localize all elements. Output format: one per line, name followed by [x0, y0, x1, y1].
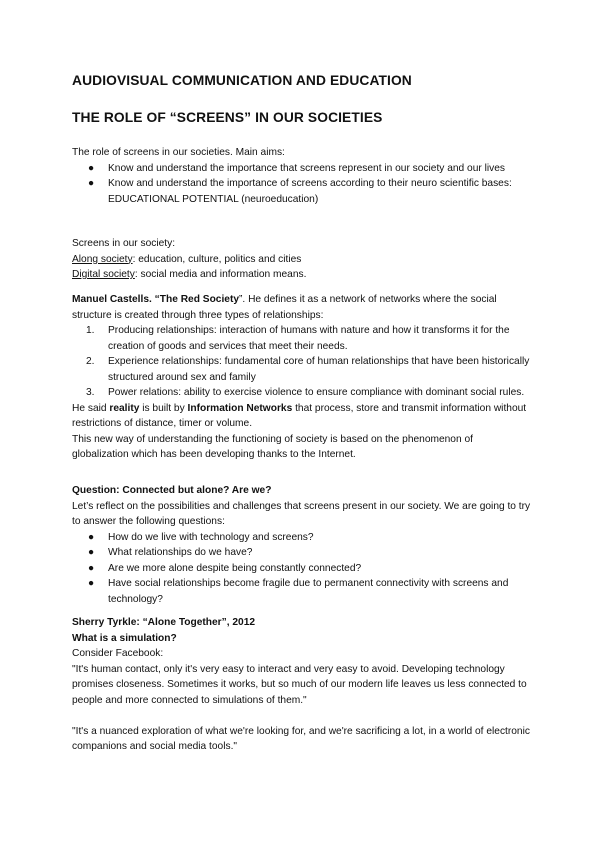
simulation-heading: What is a simulation?: [72, 632, 177, 644]
bullet-icon: ●: [88, 178, 95, 189]
bullet-icon: ●: [88, 162, 95, 174]
list-item: ● Have social relationships become fragile due to permanent connectivity with screens and technology?: [88, 578, 509, 605]
questions-list: [72, 530, 532, 608]
castells-intro: Manuel Castells. “The Red Society”. He defines it as a network of networks where the social structure is created through three types of relationships:: [72, 294, 497, 321]
relationships-list: [72, 323, 532, 401]
reality-statement: He said reality is built by Information Networks that process, store and transmit information without restrictions of distance, timer or volume.: [72, 402, 527, 429]
list-item: ● Know and understand the importance that screens represent in our society and our lives: [72, 161, 532, 177]
document-title: AUDIOVISUAL COMMUNICATION AND EDUCATION: [72, 73, 412, 88]
quote-2: "It's a nuanced exploration of what we're looking for, and we're sacrificing a lot, in a world of electronic companions and social media tools.": [72, 725, 530, 752]
along-society-line: Along society: education, culture, politics and cities: [72, 253, 302, 265]
castells-name: Manuel Castells. “The Red Society: [72, 294, 240, 305]
list-item: ● What relationships do we have?: [72, 545, 532, 561]
digital-society-line: Digital society: social media and information means.: [72, 269, 307, 280]
spacer: [72, 708, 532, 724]
turkle-heading: Sherry Tyrkle: “Alone Together”, 2012: [72, 617, 256, 628]
bullet-icon: ●: [88, 578, 95, 589]
consider-facebook: Consider Facebook:: [72, 648, 164, 659]
along-society-label: Along society: [72, 253, 133, 265]
list-number: 3.: [86, 387, 95, 398]
list-item: ● Know and understand the importance of screens according to their neuro scientific bases: EDUCATIONAL POTENTIAL (neuroeducation): [88, 178, 512, 205]
screens-intro: Screens in our society:: [72, 238, 176, 249]
aims-section: [72, 145, 532, 207]
list-item: 1. Producing relationships: interaction of humans with nature and how it transforms it for the creation of goods and services that meet their needs.: [86, 325, 510, 352]
quote-1: "It's human contact, only it's very easy to interact and very easy to avoid. Developing technology promises closeness. Sometimes it works, but so much of our modern life leaves us less connected to people and more connected to simulations of them.": [72, 663, 527, 706]
bullet-icon: ●: [88, 547, 95, 558]
question-heading: Question: Connected but alone? Are we?: [72, 485, 272, 496]
digital-society-label: Digital society: [72, 269, 135, 280]
list-number: 2.: [86, 356, 95, 367]
list-item: 2. Experience relationships: fundamental core of human relationships that have been historically structured around sex and family: [86, 356, 530, 383]
aims-list: [72, 161, 532, 208]
turkle-section: [72, 615, 532, 755]
list-item: ● How do we live with technology and screens?: [72, 530, 532, 546]
screens-section: [72, 236, 532, 283]
list-item: 3. Power relations: ability to exercise violence to ensure compliance with dominant social rules.: [72, 385, 532, 401]
question-intro: Let’s reflect on the possibilities and challenges that screens present in our society. We are going to try to answer the following questions:: [72, 500, 531, 527]
bullet-icon: ●: [88, 531, 95, 543]
question-section: [72, 483, 532, 607]
globalization-statement: This new way of understanding the functioning of society is based on the phenomenon of globalization which has been developing thanks to the Internet.: [72, 433, 473, 460]
list-item: ● Are we more alone despite being constantly connected?: [72, 561, 532, 577]
castells-section: [72, 292, 532, 463]
aims-intro: The role of screens in our societies. Main aims:: [72, 147, 285, 158]
document-subtitle: THE ROLE OF “SCREENS” IN OUR SOCIETIES: [72, 110, 383, 125]
list-number: 1.: [86, 325, 95, 336]
bullet-icon: ●: [88, 562, 95, 574]
